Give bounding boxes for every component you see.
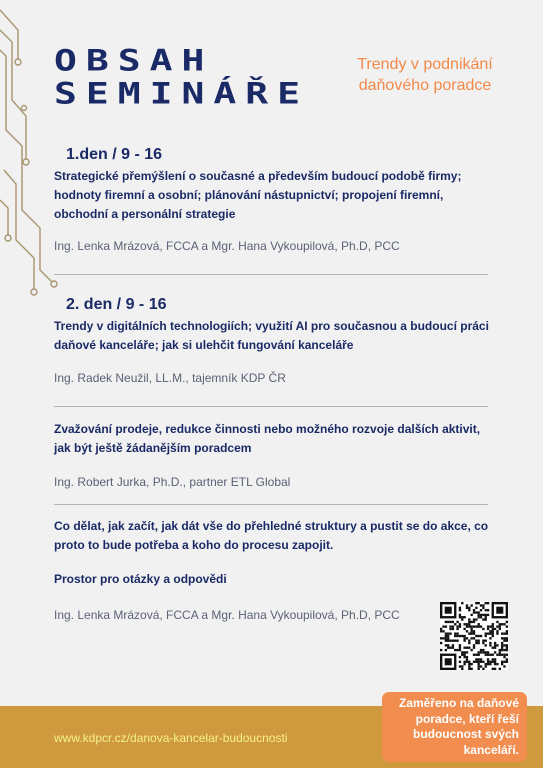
audience-badge: Zaměřeno na daňové poradce, kteří řeší budoucnost svých kanceláří.	[382, 692, 527, 762]
circuit-decoration	[0, 0, 60, 300]
day2-label: 2. den / 9 - 16	[66, 296, 167, 313]
day2-topic-2: Zvažování prodeje, redukce činnosti nebo možného rozvoje dalších aktivit, jak být ještě žádanějším poradcem	[54, 422, 481, 455]
divider-3	[54, 504, 488, 505]
footer-link[interactable]: www.kdpcr.cz/danova-kancelar-budoucnosti	[54, 731, 288, 745]
day2-speaker-1: Ing. Radek Neužil, LL.M., tajemník KDP ČR	[54, 371, 286, 385]
day2-topic-1: Trendy v digitálních technologiích; využití AI pro současnou a budoucí práci daňové kanceláře; jak si ulehčit fungování kanceláře	[54, 319, 489, 352]
day2-topic-3: Co dělat, jak začít, jak dát vše do přehledné struktury a pustit se do akce, co proto to bude potřeba a koho do procesu zapojit.	[54, 519, 489, 552]
title-line-2: SEMINÁŘE	[54, 75, 310, 111]
day1-speaker: Ing. Lenka Mrázová, FCCA a Mgr. Hana Vykoupilová, Ph.D, PCC	[54, 239, 400, 253]
qr-code-icon[interactable]	[440, 602, 508, 670]
day1-label: 1.den / 9 - 16	[66, 146, 163, 163]
divider-1	[54, 274, 488, 275]
day2-speaker-3: Ing. Lenka Mrázová, FCCA a Mgr. Hana Vykoupilová, Ph.D, PCC	[54, 608, 400, 622]
qa-line: Prostor pro otázky a odpovědi	[54, 572, 227, 586]
title-line-1: OBSAH	[54, 43, 214, 78]
day1-topic: Strategické přemýšlení o současné a především budoucí podobě firmy; hodnoty firemní a osobní; plánování nástupnictví; propojení firemní, obchodní a personální strategie	[54, 169, 462, 221]
divider-2	[54, 406, 488, 407]
subtitle: Trendy v podnikání daňového poradce	[357, 56, 493, 94]
page-title	[54, 44, 309, 110]
day2-speaker-2: Ing. Robert Jurka, Ph.D., partner ETL Global	[54, 475, 291, 489]
